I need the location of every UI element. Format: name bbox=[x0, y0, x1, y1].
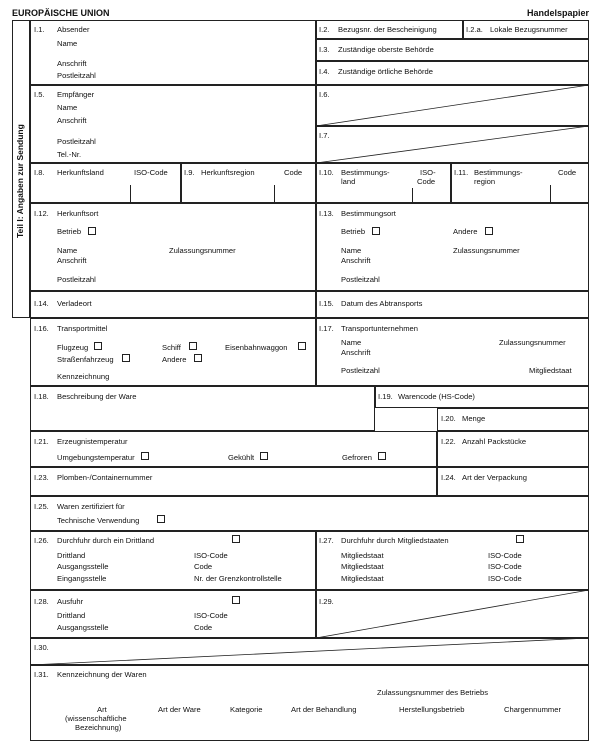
i21-gek: Gekühlt bbox=[228, 453, 255, 462]
i27-ms-2: Mitgliedstaat bbox=[341, 562, 384, 571]
i17-code: I.17. bbox=[319, 324, 334, 333]
i16-schiff: Schiff bbox=[162, 343, 181, 352]
i27-code: I.27. bbox=[319, 536, 334, 545]
i8-iso: ISO-Code bbox=[134, 168, 168, 177]
i25-tv-checkbox[interactable] bbox=[157, 515, 165, 523]
i9-codelabel: Code bbox=[284, 168, 303, 177]
i17-name: Name bbox=[341, 338, 362, 347]
certificate-form bbox=[12, 20, 589, 741]
i12-zul: Zulassungsnummer bbox=[169, 246, 236, 255]
i5-name: Name bbox=[57, 103, 78, 112]
i5-code: I.5. bbox=[34, 90, 45, 99]
i27-ms-1: Mitgliedstaat bbox=[341, 551, 384, 560]
i8-code: I.8. bbox=[34, 168, 45, 177]
i14-code: I.14. bbox=[34, 299, 49, 308]
i25-code: I.25. bbox=[34, 502, 49, 511]
i13-andere-checkbox[interactable] bbox=[485, 227, 493, 235]
i13-name: Name bbox=[341, 246, 362, 255]
i28-r1a: Drittland bbox=[57, 611, 86, 620]
i28-code: I.28. bbox=[34, 597, 49, 606]
i30-code: I.30. bbox=[34, 643, 49, 652]
i31-col-herstellungsbetrieb: Herstellungsbetrieb bbox=[399, 705, 465, 714]
i19-title: Warencode (HS-Code) bbox=[398, 392, 475, 401]
i12-plz: Postleitzahl bbox=[57, 275, 96, 284]
i1-title: Absender bbox=[57, 25, 90, 34]
i21-gef-checkbox[interactable] bbox=[378, 452, 386, 460]
i31-col-art-2: (wissenschaftliche bbox=[65, 714, 127, 723]
i16-flugzeug: Flugzeug bbox=[57, 343, 89, 352]
i12-anschrift: Anschrift bbox=[57, 256, 87, 265]
i16-eisenbahn-checkbox[interactable] bbox=[298, 342, 306, 350]
i16-strasse-checkbox[interactable] bbox=[122, 354, 130, 362]
i11-codelabel: Code bbox=[558, 168, 577, 177]
i6-strike-line bbox=[316, 85, 589, 126]
i21-gef: Gefroren bbox=[342, 453, 372, 462]
i13-code: I.13. bbox=[319, 209, 334, 218]
i16-eisenbahn: Eisenbahnwaggon bbox=[225, 343, 288, 352]
i8-divider bbox=[130, 185, 131, 203]
i30-strike-line bbox=[30, 638, 589, 665]
i31-col-behandlung: Art der Behandlung bbox=[291, 705, 357, 714]
i17-plz: Postleitzahl bbox=[341, 366, 380, 375]
i6-code: I.6. bbox=[319, 90, 330, 99]
i7-strike-line bbox=[316, 126, 589, 163]
i23-code: I.23. bbox=[34, 473, 49, 482]
i9-code: I.9. bbox=[184, 168, 195, 177]
i19-code: I.19. bbox=[378, 392, 393, 401]
i13-betrieb: Betrieb bbox=[341, 227, 366, 236]
i26-r3a: Eingangsstelle bbox=[57, 574, 107, 583]
i10-title1: Bestimmungs- bbox=[341, 168, 390, 177]
i24-title: Art der Verpackung bbox=[462, 473, 528, 482]
i13-betrieb-checkbox[interactable] bbox=[372, 227, 380, 235]
i27-iso-2: ISO-Code bbox=[488, 562, 522, 571]
i15-code: I.15. bbox=[319, 299, 334, 308]
i27-ms-3: Mitgliedstaat bbox=[341, 574, 384, 583]
i28-r2b: Code bbox=[194, 623, 213, 632]
i28-r1b: ISO-Code bbox=[194, 611, 228, 620]
i27-iso-1: ISO-Code bbox=[488, 551, 522, 560]
i17-ms: Mitgliedstaat bbox=[529, 366, 572, 375]
i25-tv: Technische Verwendung bbox=[57, 516, 140, 525]
i27-iso-3: ISO-Code bbox=[488, 574, 522, 583]
i26-r1a: Drittland bbox=[57, 551, 86, 560]
i3-title: Zuständige oberste Behörde bbox=[338, 45, 434, 54]
i27-title: Durchfuhr durch Mitgliedstaaten bbox=[341, 536, 449, 545]
i12-name: Name bbox=[57, 246, 78, 255]
i29-code: I.29. bbox=[319, 597, 334, 606]
i1-code: I.1. bbox=[34, 25, 45, 34]
i28-checkbox[interactable] bbox=[232, 596, 240, 604]
i9-divider bbox=[274, 185, 275, 203]
i26-r2b: Code bbox=[194, 562, 213, 571]
field-i20[interactable] bbox=[437, 408, 589, 431]
i10-iso1: ISO- bbox=[420, 168, 436, 177]
i5-title: Empfänger bbox=[57, 90, 95, 99]
i12-code: I.12. bbox=[34, 209, 49, 218]
i5-tel: Tel.-Nr. bbox=[57, 150, 82, 159]
i17-title: Transportunternehmen bbox=[341, 324, 418, 333]
i22-code: I.22. bbox=[441, 437, 456, 446]
header-right: Handelspapier bbox=[526, 8, 589, 18]
i16-code: I.16. bbox=[34, 324, 49, 333]
i26-code: I.26. bbox=[34, 536, 49, 545]
i13-andere: Andere bbox=[453, 227, 478, 236]
i18-code: I.18. bbox=[34, 392, 49, 401]
i26-r3b: Nr. der Grenzkontrollstelle bbox=[194, 574, 282, 583]
i20-code: I.20. bbox=[441, 414, 456, 423]
i1-plz: Postleitzahl bbox=[57, 71, 96, 80]
i31-zulb: Zulassungsnummer des Betriebs bbox=[377, 688, 489, 697]
i24-code: I.24. bbox=[441, 473, 456, 482]
i4-code: I.4. bbox=[319, 67, 330, 76]
i16-flugzeug-checkbox[interactable] bbox=[94, 342, 102, 350]
i31-col-art-3: Bezeichnung) bbox=[75, 723, 122, 732]
i11-divider bbox=[550, 185, 551, 203]
i12-betrieb-checkbox[interactable] bbox=[88, 227, 96, 235]
i9-title: Herkunftsregion bbox=[201, 168, 255, 177]
i3-code: I.3. bbox=[319, 45, 330, 54]
i28-r2a: Ausgangsstelle bbox=[57, 623, 109, 632]
i14-title: Verladeort bbox=[57, 299, 92, 308]
i16-strasse: Straßenfahrzeug bbox=[57, 355, 114, 364]
i21-gek-checkbox[interactable] bbox=[260, 452, 268, 460]
side-label: Teil I: Angaben zur Sendung bbox=[15, 124, 25, 238]
i26-r1b: ISO-Code bbox=[194, 551, 228, 560]
i16-kenn: Kennzeichnung bbox=[57, 372, 110, 381]
i10-iso2: Code bbox=[417, 177, 436, 186]
i26-checkbox[interactable] bbox=[232, 535, 240, 543]
header-left: EUROPÄISCHE UNION bbox=[12, 8, 110, 18]
i29-strike-line bbox=[316, 590, 589, 638]
i16-title: Transportmittel bbox=[57, 324, 108, 333]
i28-title: Ausfuhr bbox=[57, 597, 84, 606]
i5-plz: Postleitzahl bbox=[57, 137, 96, 146]
i16-schiff-checkbox[interactable] bbox=[189, 342, 197, 350]
i12-title: Herkunftsort bbox=[57, 209, 99, 218]
i31-col-art: Art bbox=[97, 705, 107, 714]
i31-col-kategorie: Kategorie bbox=[230, 705, 263, 714]
i11-title2: region bbox=[474, 177, 496, 186]
i18-title: Beschreibung der Ware bbox=[57, 392, 137, 401]
i1-anschrift: Anschrift bbox=[57, 59, 87, 68]
i2-code: I.2. bbox=[319, 25, 330, 34]
i21-umg: Umgebungstemperatur bbox=[57, 453, 135, 462]
i5-anschrift: Anschrift bbox=[57, 116, 87, 125]
i22-title: Anzahl Packstücke bbox=[462, 437, 527, 446]
i17-anschrift: Anschrift bbox=[341, 348, 371, 357]
i10-code: I.10. bbox=[319, 168, 334, 177]
i25-title: Waren zertifiziert für bbox=[57, 502, 125, 511]
i31-code: I.31. bbox=[34, 670, 49, 679]
i21-title: Erzeugnistemperatur bbox=[57, 437, 128, 446]
i2a-title: Lokale Bezugsnummer bbox=[490, 25, 568, 34]
i2-title: Bezugsnr. der Bescheinigung bbox=[338, 25, 437, 34]
i11-title1: Bestimmungs- bbox=[474, 168, 523, 177]
i17-zul: Zulassungsnummer bbox=[499, 338, 566, 347]
i31-col-chargennummer: Chargennummer bbox=[504, 705, 561, 714]
i16-andere-checkbox[interactable] bbox=[194, 354, 202, 362]
i15-title: Datum des Abtransports bbox=[341, 299, 423, 308]
i13-anschrift: Anschrift bbox=[341, 256, 371, 265]
i13-zul: Zulassungsnummer bbox=[453, 246, 520, 255]
i4-title: Zuständige örtliche Behörde bbox=[338, 67, 433, 76]
i8-title: Herkunftsland bbox=[57, 168, 104, 177]
i2a-code: I.2.a. bbox=[466, 25, 483, 34]
i7-code: I.7. bbox=[319, 131, 330, 140]
i31-title: Kennzeichnung der Waren bbox=[57, 670, 147, 679]
i23-title: Plomben-/Containernummer bbox=[57, 473, 153, 482]
i10-title2: land bbox=[341, 177, 356, 186]
i20-title: Menge bbox=[462, 414, 486, 423]
i13-plz: Postleitzahl bbox=[341, 275, 380, 284]
i27-checkbox[interactable] bbox=[516, 535, 524, 543]
i16-andere: Andere bbox=[162, 355, 187, 364]
i13-title: Bestimmungsort bbox=[341, 209, 396, 218]
i21-code: I.21. bbox=[34, 437, 49, 446]
i1-name: Name bbox=[57, 39, 78, 48]
i26-title: Durchfuhr durch ein Drittland bbox=[57, 536, 155, 545]
i10-divider bbox=[412, 188, 413, 203]
i21-umg-checkbox[interactable] bbox=[141, 452, 149, 460]
i26-r2a: Ausgangsstelle bbox=[57, 562, 109, 571]
i31-col-art-der-ware: Art der Ware bbox=[158, 705, 201, 714]
i12-betrieb: Betrieb bbox=[57, 227, 82, 236]
i11-code: I.11. bbox=[454, 168, 469, 177]
